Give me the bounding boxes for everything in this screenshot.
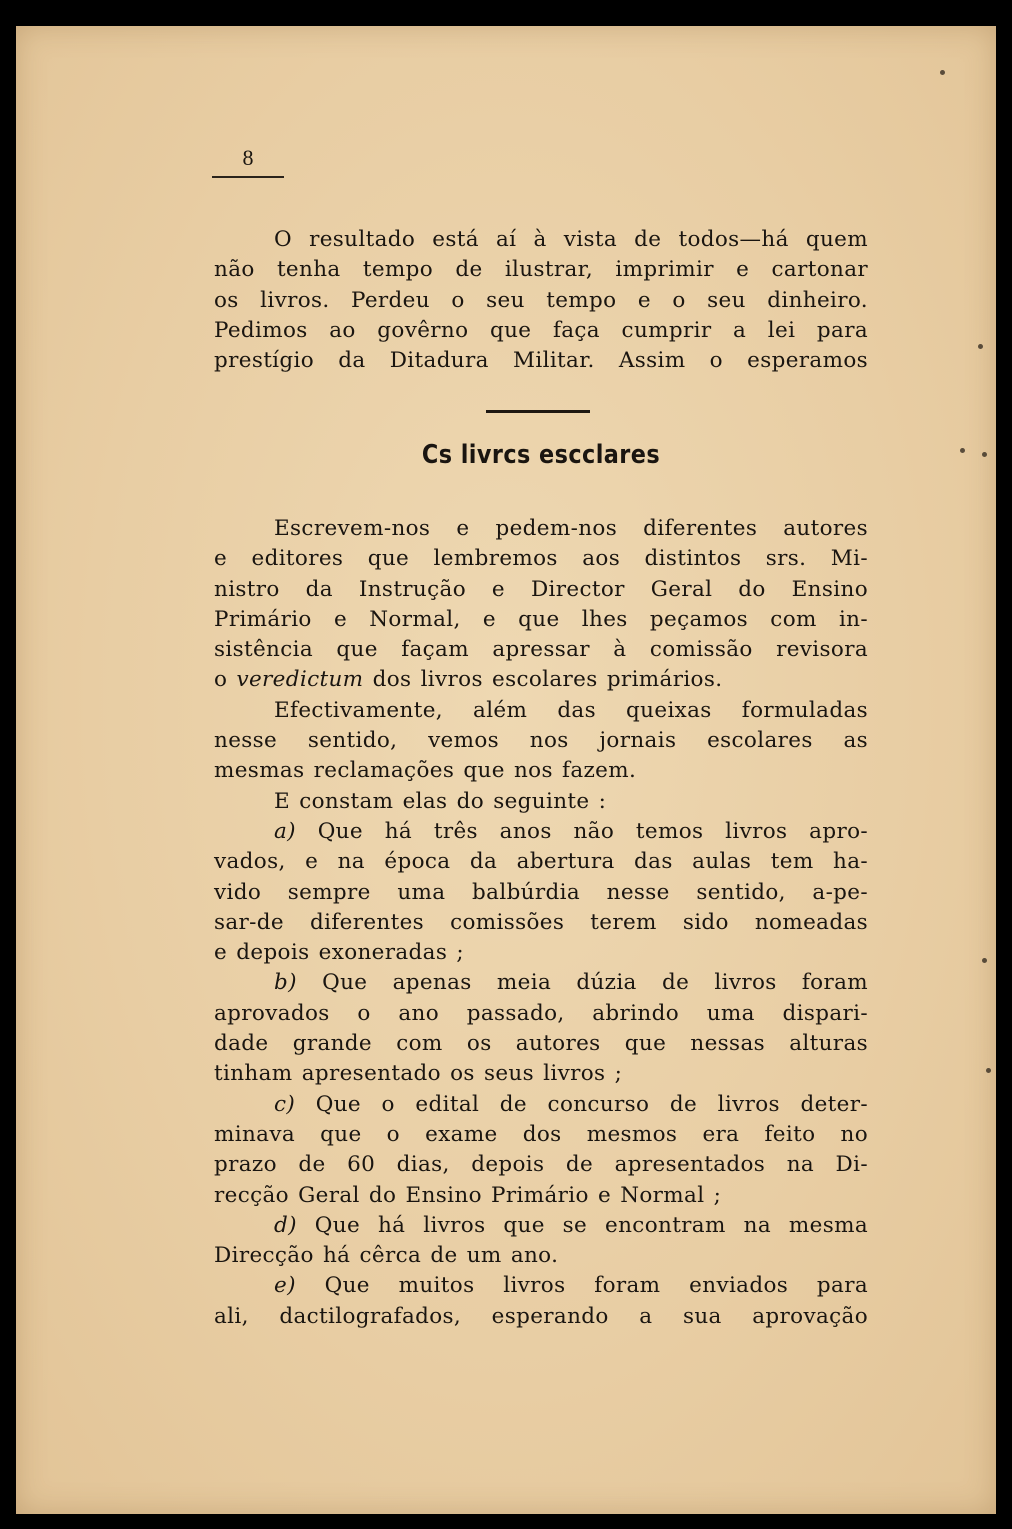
text-line: recção Geral do Ensino Primário e Normal ; xyxy=(214,1182,722,1208)
list-item xyxy=(214,1211,868,1241)
item-letter: a) xyxy=(274,818,296,844)
text-fragment: Que apenas meia dúzia de livros foram xyxy=(322,970,868,996)
page-number-block xyxy=(212,144,284,178)
page-number: 8 xyxy=(242,145,254,170)
paper-speck xyxy=(986,1068,991,1073)
text-line: vados, e na época da abertura das aulas tem ha- xyxy=(214,849,868,875)
text-line: minava que o exame dos mesmos era feito no xyxy=(214,1121,868,1147)
text-line: Escrevem-nos e pedem-nos diferentes autores xyxy=(274,516,868,541)
text-fragment: dos livros escolares primários. xyxy=(363,667,723,693)
section-title: Cs livrcs escclares xyxy=(421,440,661,470)
text-line: nistro da Instrução e Director Geral do Ensino xyxy=(214,576,868,602)
section-divider xyxy=(486,410,590,413)
item-letter: b) xyxy=(274,970,297,996)
page-number-rule xyxy=(212,176,284,178)
text-line: E constam elas do seguinte : xyxy=(274,788,607,814)
text-line xyxy=(214,968,868,998)
text-line xyxy=(214,1211,868,1241)
paragraph xyxy=(214,787,868,817)
list-item xyxy=(214,1090,868,1120)
text-line: sistência que façam apressar à comissão revisora xyxy=(214,637,868,663)
text-line: nesse sentido, vemos nos jornais escolares as xyxy=(214,728,868,754)
text-line: dade grande com os autores que nessas alturas xyxy=(214,1031,868,1057)
text-line: e editores que lembremos aos distintos srs. Mi- xyxy=(214,546,868,572)
text-line: Efectivamente, além das queixas formuladas xyxy=(274,697,868,723)
text-line: aprovados o ano passado, abrindo uma dispari- xyxy=(214,1000,868,1026)
text-line: prazo de 60 dias, depois de apresentados na Di- xyxy=(214,1152,868,1178)
paragraph xyxy=(214,696,868,726)
text-line xyxy=(214,665,868,695)
text-line: Pedimos ao govêrno que faça cumprir a lei para xyxy=(214,317,868,343)
paper-speck xyxy=(978,344,983,349)
text-line: prestígio da Ditadura Militar. Assim o esperamos xyxy=(214,348,868,374)
text-line: vido sempre uma balbúrdia nesse sentido, a-pe- xyxy=(214,879,868,905)
text-fragment: o xyxy=(214,667,237,693)
text-line: Direcção há cêrca de um ano. xyxy=(214,1243,559,1269)
text-line: tinham apresentado os seus livros ; xyxy=(214,1061,623,1087)
text-line xyxy=(214,1090,868,1120)
italic-term: veredictum xyxy=(236,667,364,693)
text-line: mesmas reclamações que nos fazem. xyxy=(214,758,637,784)
intro-paragraph xyxy=(214,225,868,376)
text-line: sar-de diferentes comissões terem sido nomeadas xyxy=(214,909,868,935)
text-line: ali, dactilografados, esperando a sua aprovação xyxy=(214,1303,868,1329)
text-line: O resultado está aí à vista de todos—há quem xyxy=(274,227,868,252)
paragraph xyxy=(214,514,868,544)
text-fragment: Que muitos livros foram enviados para xyxy=(324,1273,868,1299)
document-page xyxy=(16,26,996,1514)
body-text xyxy=(214,514,868,1332)
text-line: não tenha tempo de ilustrar, imprimir e cartonar xyxy=(214,257,868,283)
paper-speck xyxy=(982,452,987,457)
list-item xyxy=(214,1271,868,1301)
text-fragment: Que há livros que se encontram na mesma xyxy=(314,1212,869,1238)
list-item xyxy=(214,968,868,998)
paper-speck xyxy=(960,448,965,453)
text-line: Primário e Normal, e que lhes peçamos com in- xyxy=(214,606,868,632)
item-letter: c) xyxy=(274,1091,296,1117)
text-line: e depois exoneradas ; xyxy=(214,940,464,966)
item-letter: d) xyxy=(274,1212,297,1238)
text-fragment: Que o edital de concurso de livros deter- xyxy=(315,1091,868,1117)
text-fragment: Que há três anos não temos livros apro- xyxy=(317,818,869,844)
item-letter: e) xyxy=(274,1273,296,1299)
paper-speck xyxy=(940,70,945,75)
list-item xyxy=(214,817,868,847)
text-line: os livros. Perdeu o seu tempo e o seu dinheiro. xyxy=(214,287,868,313)
paper-speck xyxy=(982,958,987,963)
text-line xyxy=(214,817,868,847)
text-line xyxy=(214,1271,868,1301)
